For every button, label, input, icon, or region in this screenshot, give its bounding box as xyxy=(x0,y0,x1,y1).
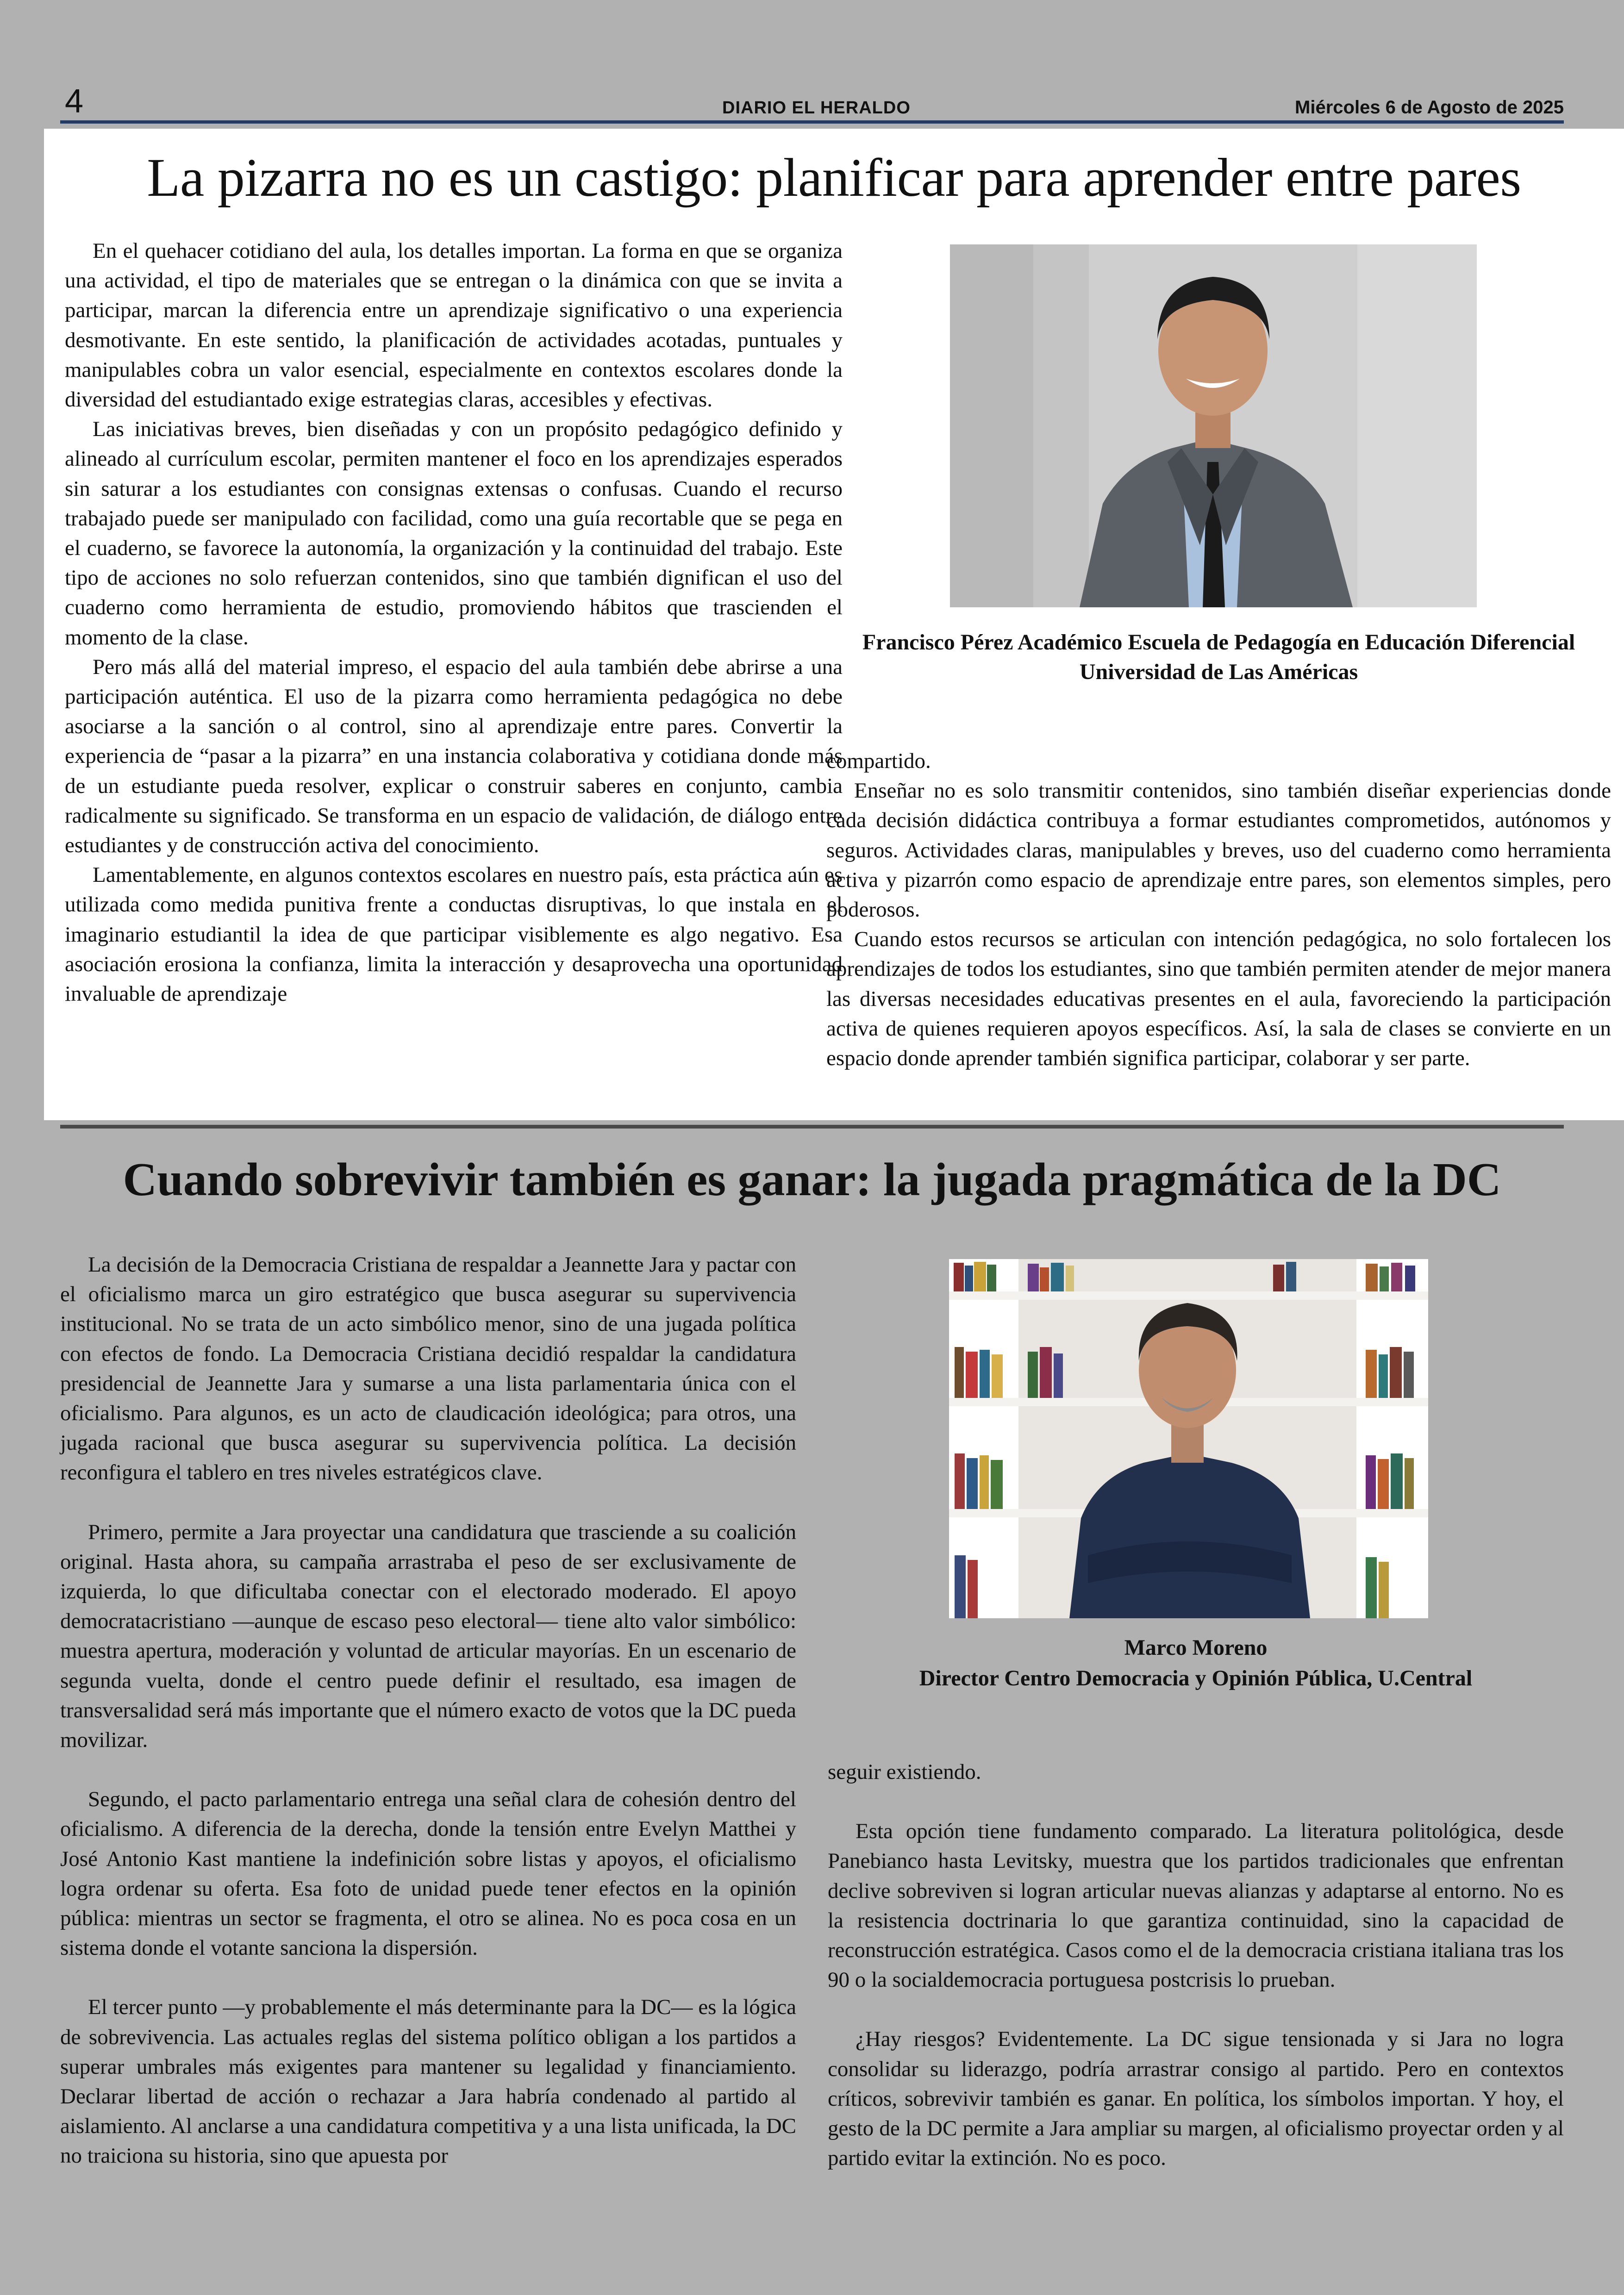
article-pizarra-column-left xyxy=(65,236,843,1009)
paragraph: Lamentablemente, en algunos contextos escolares en nuestro país, esta práctica aún es utilizada como medida punitiva frente a conductas disruptivas, lo que instala en el imaginario estudiantil la idea de que participar visiblemente es algo negativo. Esa asociación erosiona la confianza, limita la interacción y desaprovecha una oportunidad invaluable de aprendizaje xyxy=(65,863,843,1006)
paragraph: El tercer punto —y probablemente el más determinante para la DC— es la lógica de sobrevivencia. Las actuales reglas del sistema político obligan a los partidos a superar umbrales más exigentes para mantener su legalidad y financiamiento. Declarar libertad de acción o rechazar a Jara habría condenado al partido al aislamiento. Al anclarse a una candidatura competitiva y a una lista unificada, la DC no traiciona su historia, sino que apuesta por xyxy=(60,1995,796,2168)
author-photo-marco-moreno xyxy=(949,1259,1428,1618)
issue-date: Miércoles 6 de Agosto de 2025 xyxy=(1295,97,1564,118)
author-caption-name: Marco Moreno xyxy=(1124,1635,1268,1660)
paragraph: Primero, permite a Jara proyectar una candidatura que trasciende a su coalición original. Hasta ahora, su campaña arrastraba el peso de ser exclusivamente de izquierda, lo que dificultaba conectar con el electorado moderado. El apoyo democratacristiano —aunque de escaso peso electoral— tiene alto valor simbólico: muestra apertura, moderación y voluntad de articular mayorías. En un escenario de segunda vuelta, donde el centro puede definir el resultado, esa imagen de transversalidad será más importante que el número exacto de votos que la DC pueda movilizar. xyxy=(60,1520,796,1752)
newspaper-name: DIARIO EL HERALDO xyxy=(722,98,911,118)
paragraph: ¿Hay riesgos? Evidentemente. La DC sigue tensionada y si Jara no logra consolidar su liderazgo, podría arrastrar consigo al partido. Pero en contextos críticos, sobrevivir también es ganar. En política, los símbolos importan. Y hoy, el gesto de la DC permite a Jara ampliar su margen, al oficialismo proyectar orden y al partido evitar la extinción. No es poco. xyxy=(828,2027,1564,2170)
paragraph: La decisión de la Democracia Cristiana de respaldar a Jeannette Jara y pactar con el oficialismo marca un giro estratégico que busca asegurar su supervivencia institucional. No se trata de un acto simbólico menor, sino de una jugada política con efectos de fondo. La Democracia Cristiana decidió respaldar la candidatura presidencial de Jeannette Jara y sumarse a una lista parlamentaria única con el oficialismo. Para algunos, es un acto de claudicación ideológica; para otros, una jugada racional que busca asegurar su supervivencia política. La decisión reconfigura el tablero en tres niveles estratégicos clave. xyxy=(60,1253,796,1485)
portrait-photo-icon xyxy=(950,244,1477,607)
author-caption-francisco-perez: Francisco Pérez Académico Escuela de Pedagogía en Educación Diferencial Universidad de Las Américas xyxy=(862,630,1575,684)
paragraph: Esta opción tiene fundamento comparado. La literatura politológica, desde Panebianco hasta Levitsky, muestra que los partidos tradicionales que enfrentan declive sobreviven si logran articular nuevas alianzas y adaptarse al entorno. No es la resistencia doctrinaria lo que garantiza continuidad, sino la capacidad de reconstrucción estratégica. Casos como el de la democracia cristiana italiana tras los 90 o la socialdemocracia portuguesa postcrisis lo prueban. xyxy=(828,1819,1564,1992)
author-photo-francisco-perez xyxy=(950,244,1477,607)
article-pizarra-column-right xyxy=(826,746,1611,1073)
page-number: 4 xyxy=(65,83,84,120)
paragraph: Enseñar no es solo transmitir contenidos, sino también diseñar experiencias donde cada decisión didáctica contribuya a formar estudiantes comprometidos, autónomos y seguros. Actividades claras, manipulables y breves, uso del cuaderno como herramienta activa y pizarrón como espacio de aprendizaje entre pares, son elementos simples, pero poderosos. xyxy=(826,779,1611,922)
author-caption-role: Director Centro Democracia y Opinión Pública, U.Central xyxy=(919,1666,1473,1690)
header-rule xyxy=(60,120,1564,124)
paragraph: Cuando estos recursos se articulan con intención pedagógica, no solo fortalecen los aprendizajes de todos los estudiantes, sino que también permiten atender de mejor manera las diversas necesidades educativas presentes en el aula, favoreciendo la participación activa de quienes requieren apoyos específicos. Así, la sala de clases se convierte en un espacio donde aprender también significa participar, colaborar y ser parte. xyxy=(826,927,1611,1071)
article-dc-headline: Cuando sobrevivir también es ganar: la jugada pragmática de la DC xyxy=(123,1154,1501,1206)
paragraph: Pero más allá del material impreso, el espacio del aula también debe abrirse a una participación auténtica. El uso de la pizarra como herramienta pedagógica no debe asociarse a la sanción o al control, sino al aprendizaje entre pares. Convertir la experiencia de “pasar a la pizarra” en una instancia colaborativa y cotidiana donde más de un estudiante pueda resolver, explicar o construir saberes en conjunto, cambia radicalmente su significado. Se transforma en un espacio de validación, de diálogo entre estudiantes y de construcción activa del conocimiento. xyxy=(65,655,843,858)
paragraph: compartido. xyxy=(826,749,931,773)
paragraph: En el quehacer cotidiano del aula, los detalles importan. La forma en que se organiza una actividad, el tipo de materiales que se entregan o la dinámica con que se invita a participar, marcan la diferencia entre un aprendizaje significativo o una experiencia desmotivante. En este sentido, la planificación de actividades acotadas, puntuales y manipulables cobra un valor esencial, especialmente en contextos escolares donde la diversidad del estudiantado exige estrategias claras, accesibles y efectivas. xyxy=(65,239,843,412)
article-dc-column-right xyxy=(828,1757,1564,2202)
paragraph: Segundo, el pacto parlamentario entrega una señal clara de cohesión dentro del oficialismo. A diferencia de la derecha, donde la tensión entre Evelyn Matthei y José Antonio Kast mantiene la indefinición sobre listas y apoyos, el oficialismo logra ordenar su oferta. Esa foto de unidad puede tener efectos en la opinión pública: mientras un sector se fragmenta, el otro se alinea. No es poca cosa en un sistema donde el votante sanciona la dispersión. xyxy=(60,1787,796,1960)
article-dc-column-left xyxy=(60,1250,796,2171)
portrait-photo-icon xyxy=(949,1259,1428,1618)
article-pizarra-headline: La pizarra no es un castigo: planificar para aprender entre pares xyxy=(147,147,1521,208)
paragraph: Las iniciativas breves, bien diseñadas y con un propósito pedagógico definido y alineado al currículum escolar, permiten mantener el foco en los aprendizajes esperados sin saturar a los estudiantes con consignas extensas o confusas. Cuando el recurso trabajado puede ser manipulado con facilidad, como una guía recortable que se pega en el cuaderno, se favorece la autonomía, la organización y la continuidad del trabajo. Este tipo de acciones no solo refuerzan contenidos, sino que también dignifican el uso del cuaderno como herramienta de estudio, promoviendo hábitos que trascienden el momento de la clase. xyxy=(65,417,843,649)
paragraph: seguir existiendo. xyxy=(828,1760,981,1784)
article-pizarra xyxy=(44,129,1624,1120)
section-divider xyxy=(60,1125,1564,1129)
